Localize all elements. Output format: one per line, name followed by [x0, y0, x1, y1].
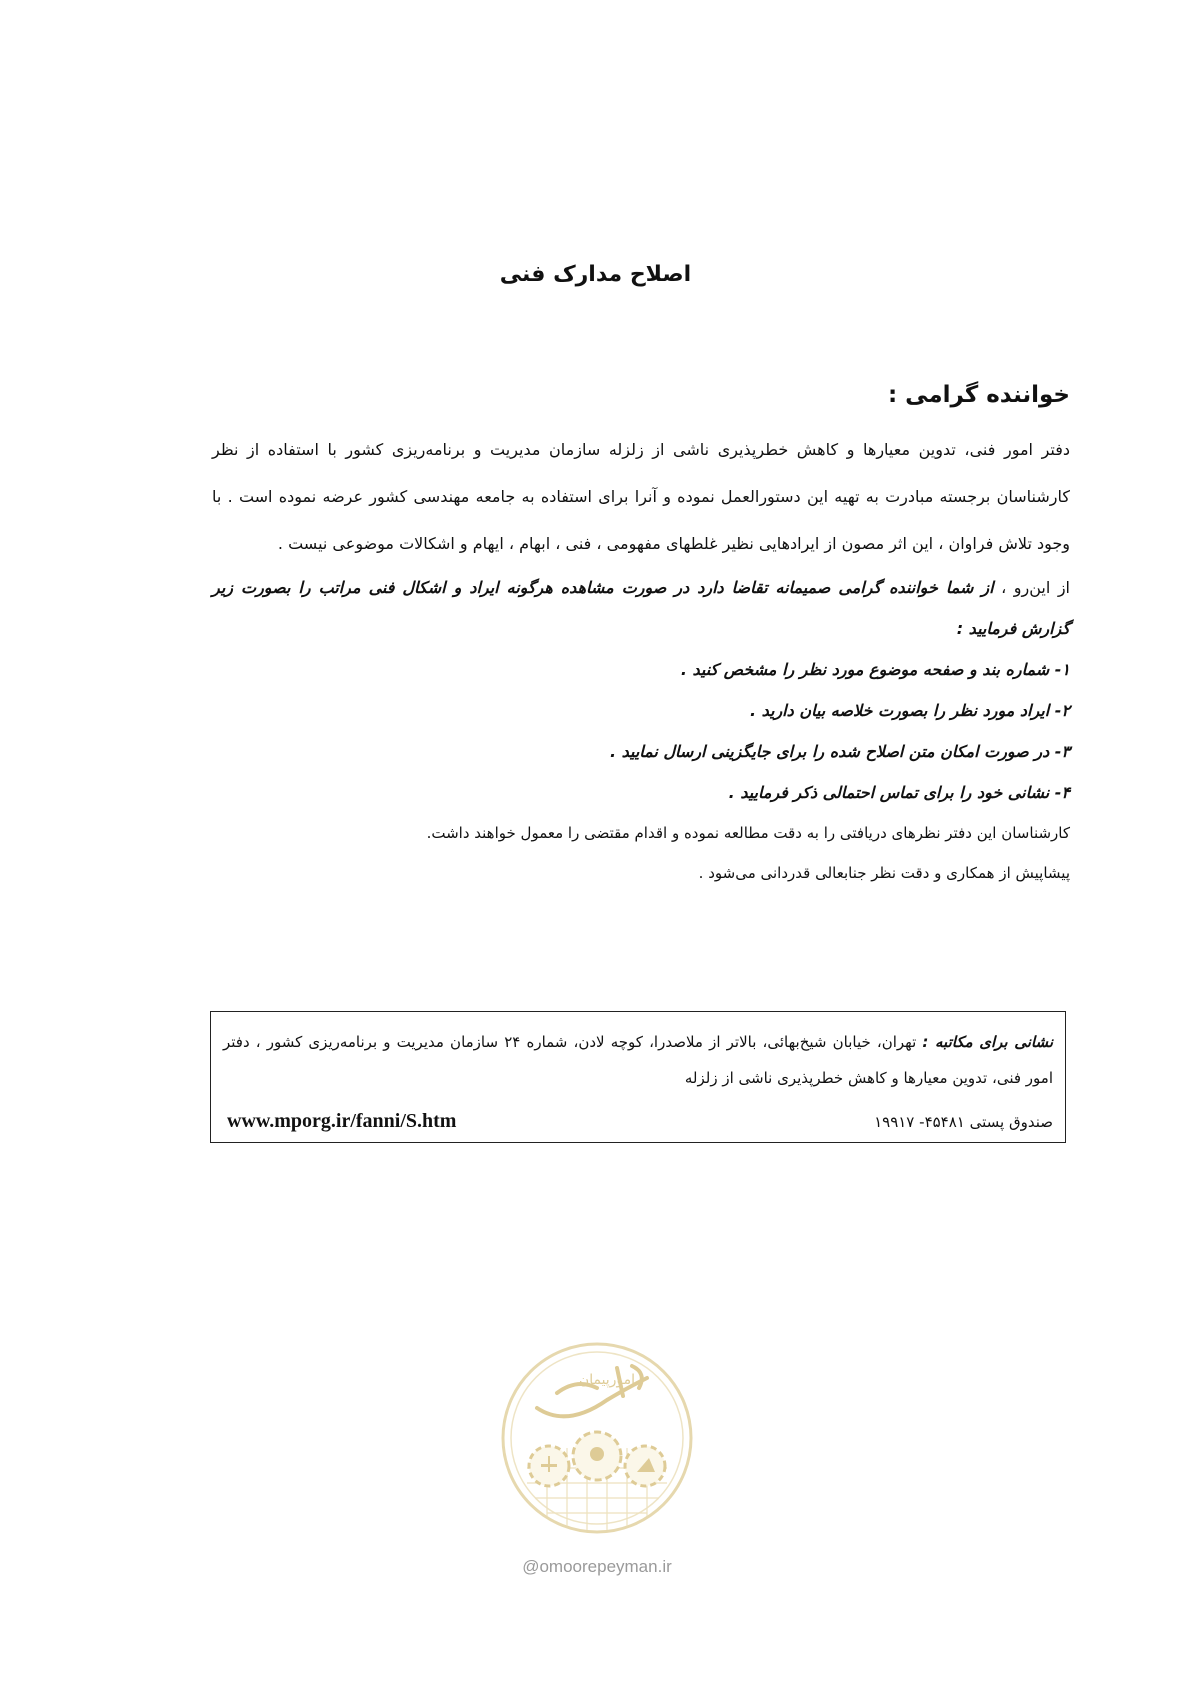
address-label: نشانی برای مکاتبه : [922, 1033, 1053, 1051]
intro-paragraph: دفتر امور فنی، تدوین معیارها و کاهش خطرپذیری ناشی از زلزله سازمان مدیریت و برنامه‌ریزی کشور با استفاده از نظر کارشناسان برجسته مبادرت به تهیه این دستورالعمل نموده و آنرا برای استفاده به جامعه مهندسی کشور عرضه نموده است . با وجود تلاش فراوان ، این اثر مصون از ایرادهایی نظیر غلطهای مفهومی ، فنی ، ابهام ، ایهام و اشکالات موضوعی نیست . [212, 440, 1070, 553]
document-body [212, 382, 1070, 893]
postal-box: صندوق پستی ۴۵۴۸۱- ۱۹۹۱۷ [874, 1113, 1053, 1131]
closing-line-review: کارشناسان این دفتر نظرهای دریافتی را به دقت مطالعه نموده و اقدام مقتضی را معمول خواهند داشت. [426, 824, 1070, 842]
report-step: ۴- نشانی خود را برای تماس احتمالی ذکر فرمایید . [728, 783, 1070, 802]
mailing-address [223, 1024, 1053, 1096]
closing-line-thanks: پیشاپیش از همکاری و دقت نظر جنابعالی قدردانی می‌شود . [698, 864, 1070, 882]
greeting-heading: خواننده گرامی : [887, 382, 1070, 408]
address-text: تهران، خیابان شیخ‌بهائی، بالاتر از ملاصدرا، کوچه لادن، شماره ۲۴ سازمان مدیریت و برنامه‌ریزی کشور ، دفتر امور فنی، تدوین معیارها و کاهش خطرپذیری ناشی از زلزله [223, 1033, 1053, 1087]
report-step: ۲- ایراد مورد نظر را بصورت خلاصه بیان دارید . [749, 701, 1070, 720]
watermark-caption: @omoorepeyman.ir [522, 1557, 672, 1576]
request-prefix: از این‌رو ، [1001, 578, 1070, 597]
watermark-logo [497, 1338, 697, 1538]
request-paragraph [212, 567, 1070, 649]
report-steps-list [212, 649, 1070, 813]
mailing-address-box [210, 1011, 1066, 1143]
request-emphasis: از شما خواننده گرامی صمیمانه تقاضا دارد در صورت مشاهده هرگونه ایراد و اشکال فنی مراتب را بصورت زیر گزارش فرمایید : [212, 578, 1070, 638]
seal-icon [497, 1338, 697, 1538]
website-link[interactable]: www.mporg.ir/fanni/S.htm [227, 1110, 457, 1132]
report-step: ۱- شماره بند و صفحه موضوع مورد نظر را مشخص کنید . [680, 660, 1070, 679]
report-step: ۳- در صورت امکان متن اصلاح شده را برای جایگزینی ارسال نمایید . [609, 742, 1070, 761]
page-title: اصلاح مدارک فنی [499, 262, 692, 287]
watermark-logo-text: امورپیمان [578, 1372, 636, 1388]
